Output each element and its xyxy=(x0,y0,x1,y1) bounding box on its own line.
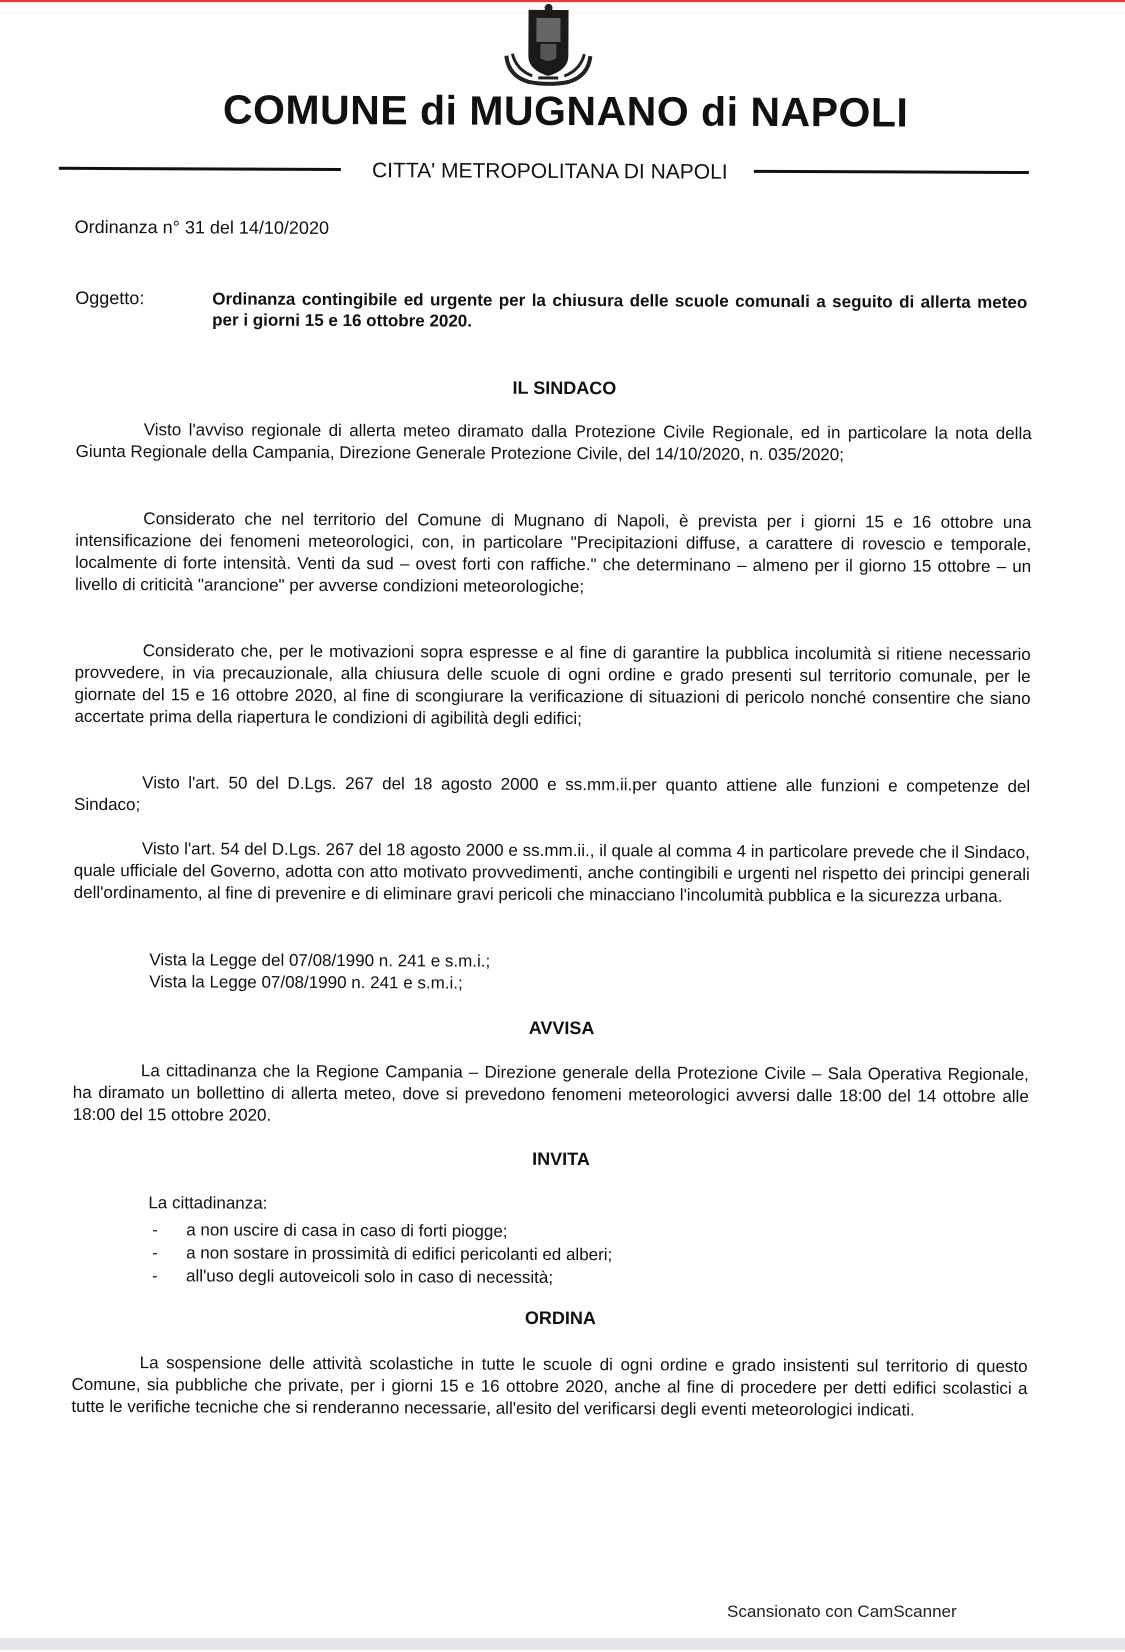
invita-list xyxy=(148,1218,748,1290)
subject-label: Oggetto: xyxy=(75,287,145,309)
municipal-crest-icon xyxy=(498,4,598,86)
list-item: - a non sostare in prossimità di edifici pericolanti ed alberi; xyxy=(148,1241,748,1267)
header-rule xyxy=(59,158,1029,192)
paragraph-considerato-1: Considerato che nel territorio del Comune di Mugnano di Napoli, è prevista per i giorni 15 e 16 ottobre una intensificazione dei fenomeni meteorologici, con, in particolare "Precipitazioni diffuse, a carattere di rovescio e temporale, localmente di forte intensità. Venti da sud – ovest forti con raffiche." che determinano – almeno per il giorno 15 ottobre – un livello di criticità "arancione" per avverse condizioni meteorologiche; xyxy=(75,509,1032,597)
paragraph-visto-art54: Visto l'art. 54 del D.Lgs. 267 del 18 agosto 2000 e ss.mm.ii., il quale al comma 4 in particolare prevede che il Sindaco, quale ufficiale del Governo, adotta con atto motivato provvedimenti, anche contingibili e urgenti nel rispetto dei principi generali dell'ordinamento, al fine di prevenire e di eliminare gravi pericoli che minacciano l'incolumità pubblica e la sicurezza urbana. xyxy=(73,839,1030,906)
paragraph-vista-legge-2: Vista la Legge 07/08/1990 n. 241 e s.m.i.; xyxy=(149,972,463,993)
paragraph-vista-legge-1: Vista la Legge del 07/08/1990 n. 241 e s.m.i.; xyxy=(149,950,491,971)
bottom-edge xyxy=(0,1638,1125,1650)
heading-ordina: ORDINA xyxy=(524,1307,596,1329)
paragraph-considerato-2: Considerato che, per le motivazioni sopra espresse e al fine di garantire la pubblica incolumità si ritiene necessario provvedere, in via precauzionale, alla chiusura delle scuole di ogni ordine e grado presenti sul territorio comunale, per le giornate del 15 e 16 ottobre 2020, al fine di scongiurare la verificazione di situazioni di pericolo nonché consentire che siano accertate prima della riapertura le condizioni di agibilità degli edifici; xyxy=(74,641,1031,729)
left-divider xyxy=(59,167,341,171)
scanner-watermark: Scansionato con CamScanner xyxy=(727,1602,957,1621)
heading-invita: INVITA xyxy=(532,1148,590,1170)
paragraph-visto-art50: Visto l'art. 50 del D.Lgs. 267 del 18 agosto 2000 e ss.mm.ii.per quanto attiene alle funzioni e competenze del Sindaco; xyxy=(74,773,1031,815)
subject-text: Ordinanza contingibile ed urgente per la chiusura delle scuole comunali a seguito di allerta meteo per i giorni 15 e 16 ottobre 2020. xyxy=(212,289,1028,331)
ordinance-number: Ordinanza n° 31 del 14/10/2020 xyxy=(74,216,330,238)
paragraph-visto-avviso: Visto l'avviso regionale di allerta meteo diramato dalla Protezione Civile Regionale, ed in particolare la nota della Giunta Regionale della Campania, Direzione Generale Protezione Civile, del 14/10/2020, n. 035/2020; xyxy=(75,420,1032,465)
paragraph-avvisa: La cittadinanza che la Regione Campania – Direzione generale della Protezione Civile – Sala Operativa Regionale, ha diramato un bollettino di allerta meteo, dove si prevedono fenomeni meteorologici avversi dalle 18:00 del 14 ottobre alle 18:00 del 15 ottobre 2020. xyxy=(72,1061,1029,1125)
list-item: - a non uscire di casa in caso di forti piogge; xyxy=(148,1218,748,1244)
right-divider xyxy=(754,170,1029,174)
invita-intro: La cittadinanza: xyxy=(148,1193,268,1213)
paragraph-ordina: La sospensione delle attività scolastiche in tutte le scuole di ogni ordine e grado insistenti sul territorio di questo Comune, sia pubbliche che private, per i giorni 15 e 16 ottobre 2020, anche al fine di procedere per detti edifici scolastici a tutte le verifiche tecniche che si renderanno necessarie, all'esito del verificarsi degli eventi meteorologici indicati. xyxy=(71,1353,1028,1420)
municipality-title: COMUNE di MUGNANO di NAPOLI xyxy=(222,86,909,136)
list-item: - all'uso degli autoveicoli solo in caso di necessità; xyxy=(148,1264,748,1290)
heading-il-sindaco: IL SINDACO xyxy=(512,377,617,399)
municipality-subtitle: CITTA' METROPOLITANA DI NAPOLI xyxy=(371,159,728,184)
heading-avvisa: AVVISA xyxy=(528,1017,595,1039)
